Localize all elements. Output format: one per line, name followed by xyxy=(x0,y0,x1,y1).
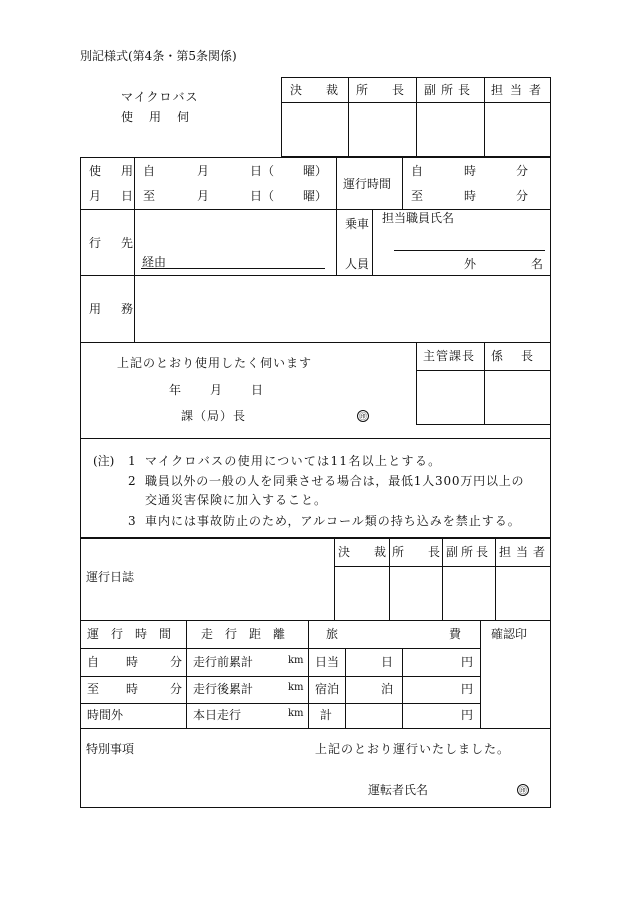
boarding-label-1: 乗車 xyxy=(345,217,370,231)
document-form-label: 別記様式(第4条・第5条関係) xyxy=(80,49,237,63)
note-3-text: 車内には事故防止のため，アルコール類の持ち込みを禁止する。 xyxy=(145,514,521,528)
op-header-expense: 旅 xyxy=(326,627,339,641)
op-row1-minute: 分 xyxy=(170,655,183,669)
others-label: 外 xyxy=(464,257,477,271)
usage-to-month: 月 xyxy=(197,189,210,203)
form-title-line1: マイクロバス xyxy=(121,90,199,104)
usage-to-paren: （ xyxy=(262,189,275,203)
driver-name-label: 運転者氏名 xyxy=(368,783,429,797)
special-label: 特別事項 xyxy=(86,742,135,756)
kakaricho-label: 係 長 xyxy=(491,349,537,363)
op-row1-dist: 走行前累計 xyxy=(193,655,254,669)
approval-kessai: 決 裁 xyxy=(290,83,339,97)
op-header-expense-end: 費 xyxy=(449,627,462,641)
request-seal-icon: ㊞ xyxy=(359,412,367,421)
op-row3-dist: 本日走行 xyxy=(193,708,242,722)
approval-tantosha: 担当者 xyxy=(491,83,549,97)
chief-manager-label: 主管課長 xyxy=(423,349,476,363)
request-section-chief: 課（局）長 xyxy=(181,409,247,423)
op-row1-yen: 円 xyxy=(461,655,474,669)
usage-label-line1: 使 用 xyxy=(89,164,138,178)
op-row3-km: km xyxy=(288,708,304,719)
time-from-hour: 時 xyxy=(464,164,477,178)
op-row3-yen: 円 xyxy=(461,708,474,722)
time-to-prefix: 至 xyxy=(411,189,424,203)
op-row2-to: 至 xyxy=(87,682,100,696)
op-header-confirm: 確認印 xyxy=(491,627,528,641)
request-day: 日 xyxy=(251,383,264,397)
op-row2-dist: 走行後累計 xyxy=(193,682,254,696)
op-header-time: 運 行 時 間 xyxy=(87,627,172,641)
op-row2-hour: 時 xyxy=(126,682,139,696)
request-month: 月 xyxy=(210,383,223,397)
purpose-label: 用 務 xyxy=(89,302,138,316)
approval-shocho: 所 長 xyxy=(356,83,405,97)
people-unit-label: 名 xyxy=(531,257,544,271)
log-kessai: 決 裁 xyxy=(338,545,387,559)
op-row1-from: 自 xyxy=(87,655,100,669)
note-2-text: 職員以外の一般の人を同乗させる場合は，最低1人300万円以上の xyxy=(145,474,525,488)
boarding-label-2: 人員 xyxy=(345,257,370,271)
form-title-line2: 使 用 伺 xyxy=(121,110,192,124)
usage-label-line2: 月 日 xyxy=(89,189,138,203)
note-1-text: マイクロバスの使用については11名以上とする。 xyxy=(145,454,442,468)
time-to-minute: 分 xyxy=(516,189,529,203)
via-label: 経由 xyxy=(142,255,167,269)
staff-name-label: 担当職員氏名 xyxy=(382,211,455,225)
usage-from-weekday: 曜） xyxy=(303,164,328,178)
note-2-num: 2 xyxy=(128,474,136,488)
note-2-text-cont: 交通災害保険に加入すること。 xyxy=(145,493,328,507)
approval-fukushocho: 副所長 xyxy=(424,83,476,97)
op-row2-exp-unit: 泊 xyxy=(381,682,394,696)
op-row2-minute: 分 xyxy=(170,682,183,696)
destination-label: 行 先 xyxy=(89,236,138,250)
op-row3-exp: 計 xyxy=(320,708,333,722)
op-row2-yen: 円 xyxy=(461,682,474,696)
request-year: 年 xyxy=(169,383,182,397)
log-shocho: 所 長 xyxy=(392,545,441,559)
op-row3-overtime: 時間外 xyxy=(87,708,124,722)
op-row1-hour: 時 xyxy=(126,655,139,669)
note-3-num: 3 xyxy=(128,514,136,528)
op-row1-exp: 日当 xyxy=(315,655,340,669)
op-header-distance: 走 行 距 離 xyxy=(201,627,286,641)
op-row2-exp: 宿泊 xyxy=(315,682,340,696)
time-from-minute: 分 xyxy=(516,164,529,178)
usage-to-prefix: 至 xyxy=(143,189,156,203)
completion-text: 上記のとおり運行いたしました。 xyxy=(315,742,511,756)
usage-to-weekday: 曜） xyxy=(303,189,328,203)
log-tantosha: 担当者 xyxy=(499,545,551,559)
usage-from-prefix: 自 xyxy=(143,164,156,178)
time-from-prefix: 自 xyxy=(411,164,424,178)
driver-seal-icon: ㊞ xyxy=(519,786,527,795)
usage-from-day: 日 xyxy=(250,164,263,178)
usage-from-month: 月 xyxy=(197,164,210,178)
log-fukushocho: 副所長 xyxy=(446,545,492,559)
time-to-hour: 時 xyxy=(464,189,477,203)
notes-prefix: (注) xyxy=(93,454,115,468)
op-row1-km: km xyxy=(288,655,304,666)
usage-from-paren: （ xyxy=(262,164,275,178)
operating-time-label: 運行時間 xyxy=(343,177,392,191)
note-1-num: 1 xyxy=(128,454,136,468)
log-label: 運行日誌 xyxy=(86,570,135,584)
request-text: 上記のとおり使用したく伺います xyxy=(117,356,313,370)
usage-to-day: 日 xyxy=(250,189,263,203)
op-row2-km: km xyxy=(288,682,304,693)
op-row1-exp-unit: 日 xyxy=(381,655,394,669)
